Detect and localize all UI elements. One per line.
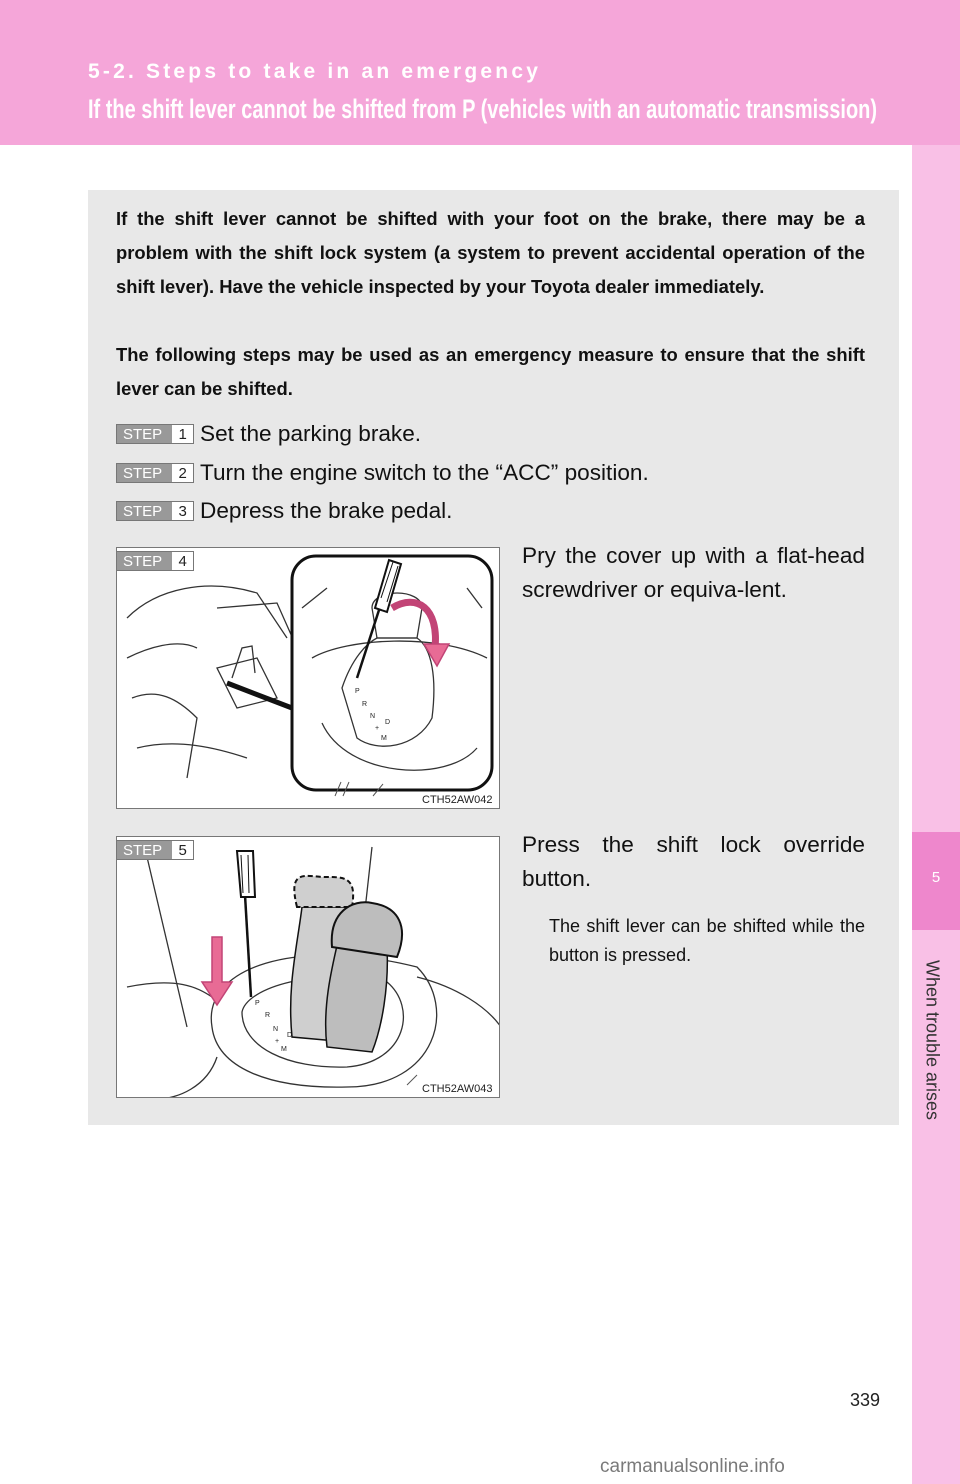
intro-paragraph: If the shift lever cannot be shifted with your foot on the brake, there may be a problem with the shift lock system (a system to prevent accidental operation of the shift lever). Have the vehicle inspected by your Toyota dealer immediately. <box>116 208 865 297</box>
step-text: Turn the engine switch to the “ACC” position. <box>200 460 649 485</box>
step-badge <box>116 424 194 444</box>
footer-watermark: carmanualsonline.info <box>600 1456 785 1477</box>
figure-pry-cover <box>116 547 500 809</box>
svg-text:M: M <box>381 735 387 742</box>
step-badge <box>116 840 194 860</box>
svg-text:R: R <box>265 1012 271 1019</box>
step-note: The shift lever can be shifted while the button is pressed. <box>549 916 865 965</box>
svg-text:N: N <box>273 1026 279 1033</box>
chapter-number: 5 <box>912 832 960 930</box>
figure-override-button <box>116 836 500 1098</box>
page-number: 339 <box>850 1390 881 1410</box>
step-badge-number: 3 <box>178 503 187 520</box>
step-badge-number: 4 <box>178 553 187 570</box>
svg-text:M: M <box>281 1046 287 1053</box>
step-badge-label: STEP <box>117 552 172 570</box>
page-header <box>0 0 960 145</box>
section-label: 5-2. Steps to take in an emergency <box>88 60 542 83</box>
step-badge-label: STEP <box>117 425 172 443</box>
chapter-title: When trouble arises <box>922 959 943 1121</box>
step-description: Press the shift lock override button. <box>522 832 865 891</box>
svg-text:P: P <box>355 688 360 695</box>
svg-text:R: R <box>362 701 368 708</box>
step-text: Depress the brake pedal. <box>200 498 453 523</box>
svg-text:N: N <box>370 713 376 720</box>
figure-code: CTH52AW043 <box>422 1083 493 1095</box>
step-badge-number: 2 <box>178 465 187 482</box>
intro-paragraph: The following steps may be used as an emergency measure to ensure that the shift lever can be shifted. <box>116 344 865 399</box>
step-badge-label: STEP <box>117 464 172 482</box>
chapter-side-tab <box>912 145 960 1484</box>
svg-text:+: + <box>275 1038 280 1045</box>
step-badge-number: 5 <box>178 842 187 859</box>
step-description: Pry the cover up with a flat-head screwdriver or equiva-lent. <box>522 543 865 602</box>
svg-text:D: D <box>385 719 391 726</box>
figure-code: CTH52AW042 <box>422 794 493 806</box>
screwdriver-prying-illustration <box>117 548 500 809</box>
step-badge-label: STEP <box>117 502 172 520</box>
step-badge <box>116 551 194 571</box>
step-badge-number: 1 <box>178 426 187 443</box>
shift-lock-override-illustration <box>117 837 500 1098</box>
svg-text:+: + <box>375 725 380 732</box>
step-badge-label: STEP <box>117 841 172 859</box>
page-title: If the shift lever cannot be shifted from P (vehicles with an automatic transmission) <box>88 94 878 124</box>
step-text: Set the parking brake. <box>200 421 422 446</box>
svg-text:D: D <box>287 1032 293 1039</box>
step-badge <box>116 501 194 521</box>
step-badge <box>116 463 194 483</box>
svg-text:P: P <box>255 1000 260 1007</box>
